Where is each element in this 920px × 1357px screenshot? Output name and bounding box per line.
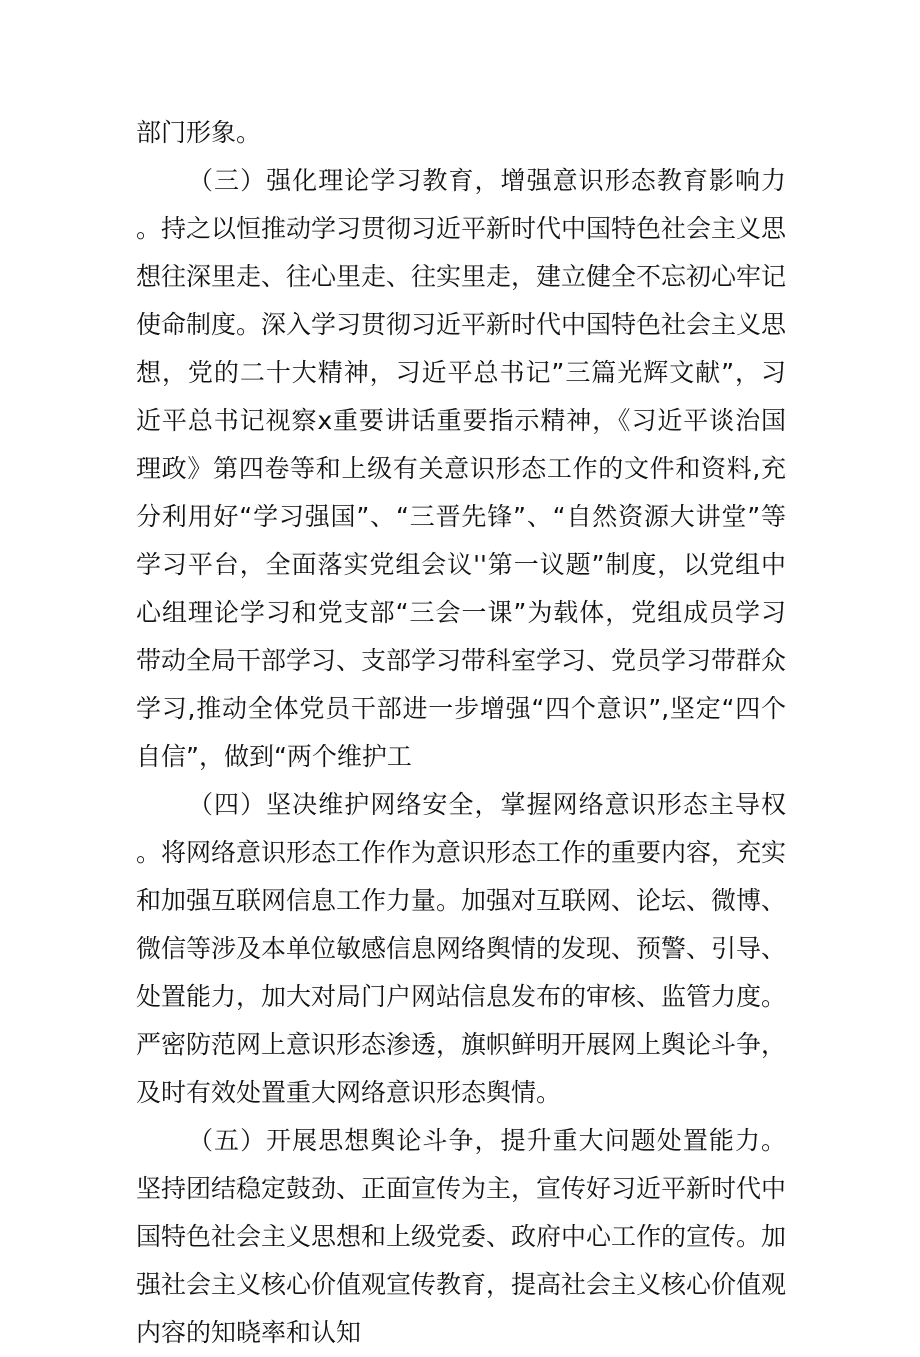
paragraph-continuation: 部门形象。 (136, 118, 262, 147)
paragraph-section-4: （四）坚决维护网络安全，掌握网络意识形态主导权。将网络意识形态工作作为意识形态工作的重要内容，充实和加强互联网信息工作力量。加强对互联网、论坛、微博、微信等涉及本单位敏感信息网络舆情的发现、预警、引导、处置能力，加大对局门户网站信息发布的审核、监管力度。严密防范网上意识形态渗透，旗帜鲜明开展网上舆论斗争，及时有效处置重大网络意识形态舆情。 (136, 790, 787, 1107)
paragraph-section-3: （三）强化理论学习教育，增强意识形态教育影响力。持之以恒推动学习贯彻习近平新时代中国特色社会主义思想往深里走、往心里走、往实里走，建立健全不忘初心牢记使命制度。深入学习贯彻习近平新时代中国特色社会主义思想，党的二十大精神，习近平总书记”三篇光辉文献”，习近平总书记视察x重要讲话重要指示精神，《习近平谈治国理政》第四卷等和上级有关意识形态工作的文件和资料,充分利用好“学习强国”、“三晋先锋”、“自然资源大讲堂”等学习平台，全面落实党组会议''第一议题”制度，以党组中心组理论学习和党支部“三会一课”为载体，党组成员学习带动全局干部学习、支部学习带科室学习、党员学习带群众学习,推动全体党员干部进一步增强“四个意识”,坚定“四个自信”，做到“两个维护工 (136, 166, 787, 771)
paragraph-section-5: （五）开展思想舆论斗争，提升重大问题处置能力。坚持团结稳定鼓劲、正面宣传为主，宣传好习近平新时代中国特色社会主义思想和上级党委、政府中心工作的宣传。加强社会主义核心价值观宣传教育，提高社会主义核心价值观内容的知晓率和认知 (136, 1126, 787, 1347)
document-body (136, 109, 786, 1357)
